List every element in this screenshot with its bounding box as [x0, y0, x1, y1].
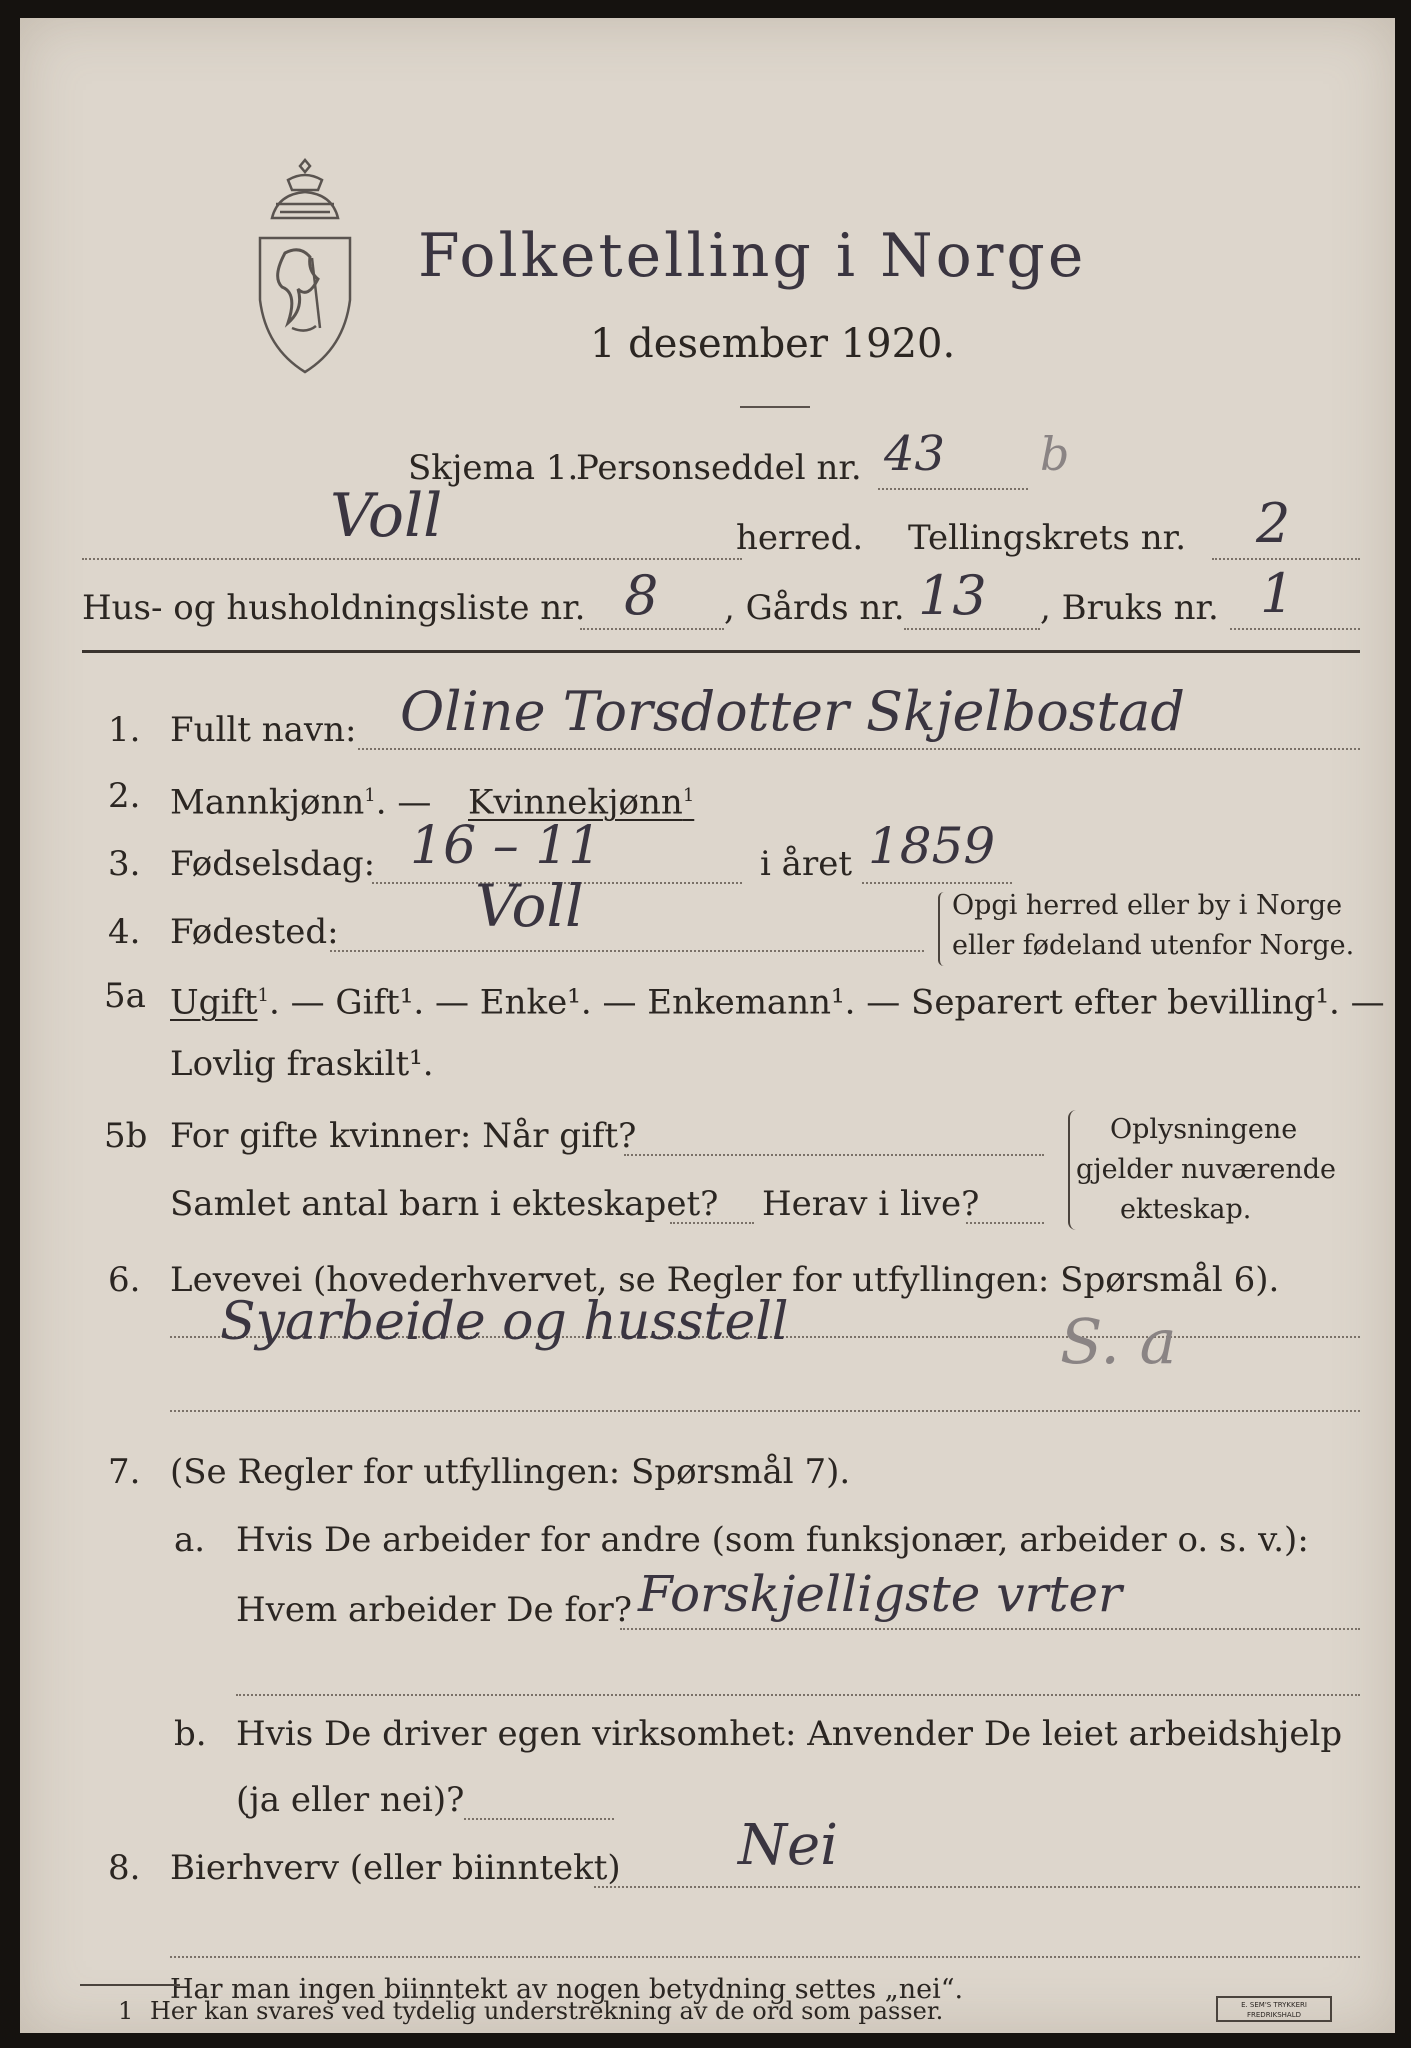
q5b-alive-field-line — [966, 1222, 1044, 1224]
q5b-number: 5b — [104, 1116, 148, 1156]
q6-field-line-2 — [170, 1410, 1360, 1412]
q7a-line1: Hvis De arbeider for andre (som funksjonær, arbeider o. s. v.): — [236, 1520, 1309, 1560]
q5b-note-line3: ekteskap. — [1120, 1194, 1252, 1225]
bruks-label: , Bruks nr. — [1040, 588, 1219, 628]
q5a-ugift-option-selected: Ugift — [170, 982, 258, 1023]
q4-birthplace-value: Voll — [475, 872, 584, 940]
coat-of-arms-icon — [250, 158, 360, 388]
q7a-employer-field-line — [620, 1628, 1360, 1630]
gards-value: 13 — [918, 564, 987, 627]
personseddel-field-line — [878, 488, 1028, 490]
q4-label: Fødested: — [170, 912, 339, 952]
q5b-when-field-line — [624, 1154, 1044, 1156]
gards-field-line — [904, 628, 1040, 630]
q1-label: Fullt navn: — [170, 710, 357, 750]
q2-male-option: Mannkjønn$^1$. — — [170, 782, 432, 823]
tellingskrets-value: 2 — [1256, 492, 1291, 555]
q7-label: (Se Regler for utfyllingen: Spørsmål 7). — [170, 1452, 851, 1492]
footnote-rule — [80, 1984, 180, 1986]
q7a-line2: Hvem arbeider De for? — [236, 1590, 632, 1630]
printer-stamp-line1: E. SEM'S TRYKKERI — [1241, 2001, 1307, 2009]
q1-field-line — [358, 748, 1360, 750]
q5b-line2: Samlet antal barn i ekteskapet? — [170, 1184, 719, 1224]
tellingskrets-label: Tellingskrets nr. — [908, 518, 1187, 558]
footnote-number: 1 — [118, 1997, 134, 2025]
q8-note: Har man ingen biinntekt av nogen betydning settes „nei“. — [170, 1974, 964, 2005]
hus-label: Hus- og husholdningsliste nr. — [82, 588, 586, 628]
q3-year-field-line — [862, 882, 1012, 884]
q3-birthdate-value: 16 – 11 — [410, 816, 602, 876]
q6-occupation-value: Syarbeide og husstell — [220, 1292, 789, 1352]
q2-number: 2. — [108, 776, 141, 816]
q4-number: 4. — [108, 912, 141, 952]
q6-code-mark: S. a — [1060, 1305, 1177, 1378]
census-date: 1 desember 1920. — [590, 321, 956, 367]
q5a-ugift-footnote-mark: 1 — [257, 985, 269, 1006]
q8-sideincome-value: Nei — [738, 1813, 839, 1878]
hus-value: 8 — [624, 564, 659, 627]
q6-label: Levevei (hovederhvervet, se Regler for utfyllingen: Spørsmål 6). — [170, 1260, 1280, 1300]
q7a-letter: a. — [174, 1520, 206, 1560]
q8-label: Bierhverv (eller biinntekt) — [170, 1848, 621, 1888]
q2-female-option-selected: Kvinnekjønn$^1$ — [468, 782, 695, 823]
herred-label: herred. — [736, 518, 864, 558]
q3-year-label: i året — [760, 844, 852, 884]
personseddel-label: Personseddel nr. — [576, 448, 862, 488]
q7b-letter: b. — [174, 1714, 207, 1754]
herred-value: Voll — [330, 481, 443, 551]
q5a-options — [170, 976, 1385, 1022]
header-rule — [82, 650, 1360, 653]
q5b-herav: Herav i live? — [762, 1184, 980, 1224]
bruks-field-line — [1230, 628, 1360, 630]
title-divider — [740, 406, 810, 408]
bruks-value: 1 — [1260, 562, 1295, 625]
q5a-other-options: . — Gift¹. — Enke¹. — Enkemann¹. — Separert efter bevilling¹. — — [269, 982, 1385, 1023]
printer-stamp-line2: FREDRIKSHALD — [1246, 2011, 1301, 2019]
personseddel-mark: b — [1040, 427, 1070, 481]
q2-female-footnote-mark: 1 — [682, 785, 695, 806]
q4-field-line — [330, 950, 924, 952]
q2-male-footnote-mark: 1 — [364, 785, 376, 806]
hus-field-line — [580, 628, 724, 630]
q7a-employer-value: Forskjelligste vrter — [638, 1565, 1122, 1623]
q4-note-brace — [938, 892, 948, 966]
census-form — [20, 18, 1395, 2033]
q6-number: 6. — [108, 1260, 141, 1300]
q8-number: 8. — [108, 1848, 141, 1888]
q4-note-line1: Opgi herred eller by i Norge — [952, 890, 1343, 921]
q7b-line2: (ja eller nei)? — [236, 1780, 465, 1820]
q4-note-line2: eller fødeland utenfor Norge. — [952, 930, 1355, 961]
form-title: Folketelling i Norge — [418, 221, 1087, 291]
herred-field-line — [82, 558, 742, 560]
q5a-number: 5a — [104, 976, 146, 1016]
q3-number: 3. — [108, 844, 141, 884]
q1-fullname-value: Oline Torsdotter Skjelbostad — [400, 680, 1185, 743]
tellingskrets-field-line — [1212, 558, 1360, 560]
q5b-children-field-line — [670, 1222, 754, 1224]
q7-number: 7. — [108, 1452, 141, 1492]
printer-stamp — [1216, 1996, 1332, 2022]
q1-number: 1. — [108, 710, 141, 750]
q5b-line1: For gifte kvinner: Når gift? — [170, 1116, 637, 1156]
gards-label: , Gårds nr. — [724, 588, 905, 628]
q7b-field-line — [464, 1818, 614, 1820]
q3-label: Fødselsdag: — [170, 844, 376, 884]
q8-field-line-2 — [170, 1956, 1360, 1958]
q7b-line1: Hvis De driver egen virksomhet: Anvender De leiet arbeidshjelp — [236, 1714, 1343, 1754]
skjema-label: Skjema 1. — [408, 448, 579, 488]
q5b-note-line2: gjelder nuværende — [1076, 1154, 1336, 1185]
q8-field-line — [594, 1886, 1360, 1888]
q5a-lovlig-fraskilt: Lovlig fraskilt¹. — [170, 1044, 434, 1084]
footnote-text: Her kan svares ved tydelig understrekning av de ord som passer. — [150, 1997, 944, 2025]
personseddel-value: 43 — [884, 426, 946, 482]
q3-year-value: 1859 — [868, 817, 996, 875]
q7a-field-line-2 — [236, 1694, 1360, 1696]
q5b-note-line1: Oplysningene — [1110, 1114, 1298, 1145]
